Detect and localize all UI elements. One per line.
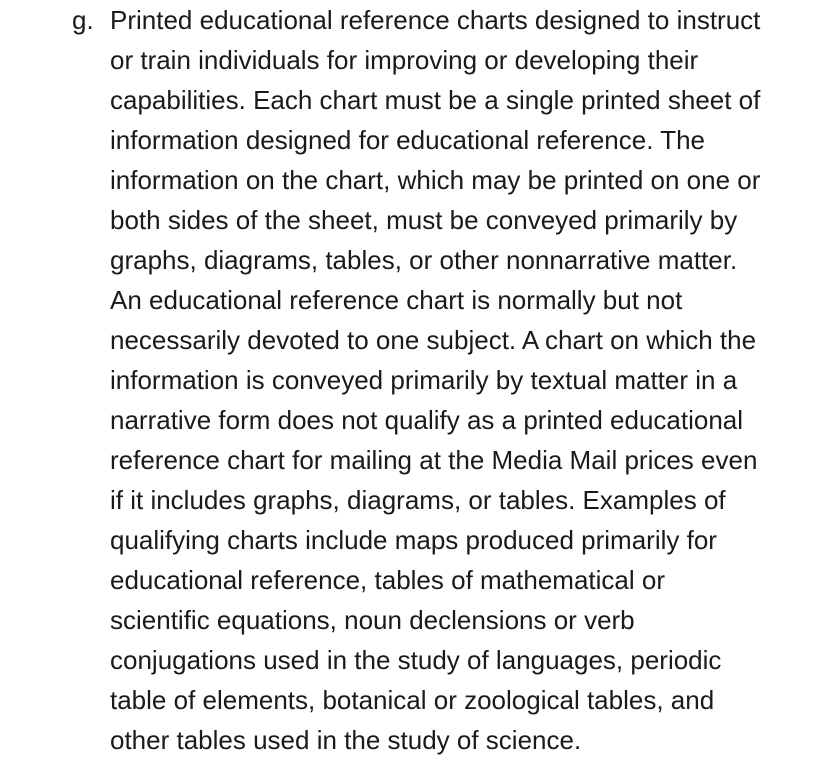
text-line: narrative form does not qualify as a printed educational <box>110 405 744 435</box>
text-line: other tables used in the study of science. <box>110 725 582 755</box>
text-line: scientific equations, noun declensions or verb <box>110 605 635 635</box>
text-line: information is conveyed primarily by textual matter in a <box>110 365 738 395</box>
text-line: table of elements, botanical or zoological tables, and <box>110 685 715 715</box>
text-line: educational reference, tables of mathematical or <box>110 565 665 595</box>
text-line: capabilities. Each chart must be a single printed sheet of <box>110 85 761 115</box>
paragraph-text <box>110 0 810 760</box>
text-line: both sides of the sheet, must be conveyed primarily by <box>110 205 738 235</box>
text-line: reference chart for mailing at the Media Mail prices even <box>110 445 758 475</box>
text-line: or train individuals for improving or developing their <box>110 45 699 75</box>
text-line: necessarily devoted to one subject. A chart on which the <box>110 325 757 355</box>
text-line: Printed educational reference charts designed to instruct <box>110 5 761 35</box>
list-marker: g. <box>72 5 94 35</box>
text-line: graphs, diagrams, tables, or other nonnarrative matter. <box>110 245 738 275</box>
text-line: if it includes graphs, diagrams, or tables. Examples of <box>110 485 726 515</box>
text-line: information on the chart, which may be printed on one or <box>110 165 761 195</box>
text-line: conjugations used in the study of languages, periodic <box>110 645 722 675</box>
text-line: An educational reference chart is normally but not <box>110 285 683 315</box>
text-line: qualifying charts include maps produced primarily for <box>110 525 717 555</box>
text-line: information designed for educational reference. The <box>110 125 706 155</box>
